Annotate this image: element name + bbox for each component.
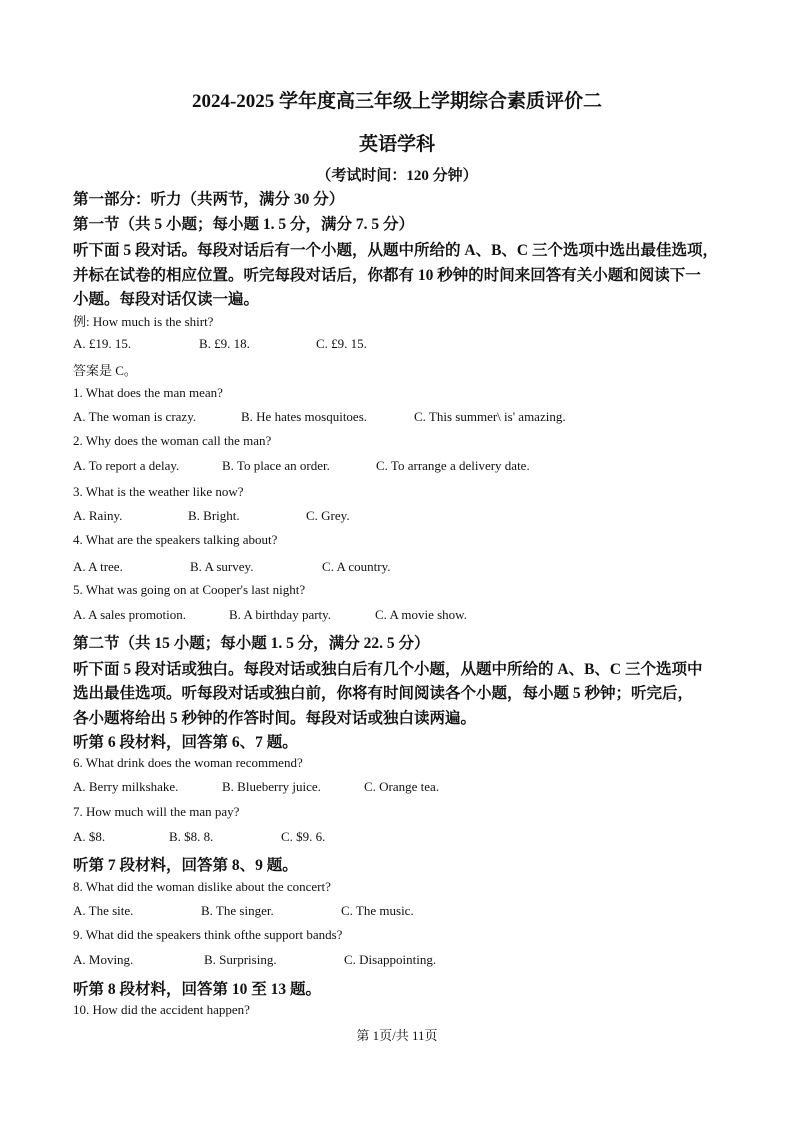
option: C. A movie show. (375, 607, 467, 622)
question: 9. What did the speakers think ofthe support bands? (73, 927, 343, 942)
question: 8. What did the woman dislike about the concert? (73, 879, 331, 894)
option: C. £9. 15. (316, 336, 367, 351)
option: C. To arrange a delivery date. (376, 458, 530, 473)
question: 10. How did the accident happen? (73, 1002, 250, 1017)
option: C. $9. 6. (281, 829, 326, 844)
option: B. He hates mosquitoes. (241, 409, 368, 424)
question: 4. What are the speakers talking about? (73, 532, 278, 547)
example-answer: 答案是 C。 (73, 363, 137, 378)
option: C. The music. (341, 903, 414, 918)
section1-instruction-line: 并标在试卷的相应位置。听完每段对话后，你都有 10 秒钟的时间来回答有关小题和阅读下一 (73, 267, 701, 284)
material-heading: 听第 6 段材料，回答第 6、7 题。 (73, 734, 298, 751)
option: C. This summer\ is' amazing. (414, 409, 566, 424)
option: C. Disappointing. (344, 952, 437, 967)
section1-instruction-line: 听下面 5 段对话。每段对话后有一个小题，从题中所给的 A、B、C 三个选项中选出最佳选项， (73, 242, 718, 259)
example-question: 例: How much is the shirt? (73, 314, 214, 329)
option: B. A birthday party. (229, 607, 332, 622)
question: 3. What is the weather like now? (73, 484, 244, 499)
section2-instruction-line: 听下面 5 段对话或独白。每段对话或独白后有几个小题，从题中所给的 A、B、C 三个选项中 (73, 661, 703, 678)
exam-time: （考试时间：120 分钟） (316, 168, 478, 184)
option: A. £19. 15. (73, 336, 132, 351)
option: A. Moving. (73, 952, 134, 967)
section1-instruction-line: 小题。每段对话仅读一遍。 (73, 291, 260, 308)
option: C. Orange tea. (364, 779, 440, 794)
option: A. $8. (73, 829, 106, 844)
option: C. Grey. (306, 508, 350, 523)
option: A. Berry milkshake. (73, 779, 179, 794)
option: A. A sales promotion. (73, 607, 187, 622)
question: 5. What was going on at Cooper's last night? (73, 582, 306, 597)
question: 1. What does the man mean? (73, 385, 223, 400)
section2-instruction-line: 选出最佳选项。听每段对话或独白前，你将有时间阅读各个小题，每小题 5 秒钟；听完后， (73, 685, 694, 702)
option: B. £9. 18. (199, 336, 250, 351)
section2-heading: 第二节（共 15 小题；每小题 1. 5 分，满分 22. 5 分） (73, 635, 430, 652)
option: A. The woman is crazy. (73, 409, 197, 424)
part1-heading: 第一部分：听力（共两节，满分 30 分） (73, 191, 345, 208)
material-heading: 听第 8 段材料，回答第 10 至 13 题。 (73, 981, 322, 998)
subject-title: 英语学科 (358, 134, 435, 155)
option: B. To place an order. (222, 458, 330, 473)
question: 2. Why does the woman call the man? (73, 433, 272, 448)
option: B. $8. 8. (169, 829, 214, 844)
option: C. A country. (322, 559, 391, 574)
material-heading: 听第 7 段材料，回答第 8、9 题。 (73, 857, 298, 874)
option: A. To report a delay. (73, 458, 180, 473)
option: B. Surprising. (204, 952, 277, 967)
question: 7. How much will the man pay? (73, 804, 240, 819)
option: A. Rainy. (73, 508, 123, 523)
page-number: 第 1页/共 11页 (356, 1028, 438, 1043)
section1-heading: 第一节（共 5 小题；每小题 1. 5 分，满分 7. 5 分） (73, 216, 415, 233)
option: B. Blueberry juice. (222, 779, 321, 794)
option: A. The site. (73, 903, 134, 918)
option: B. Bright. (188, 508, 240, 523)
exam-title: 2024-2025 学年度高三年级上学期综合素质评价二 (191, 91, 603, 112)
question: 6. What drink does the woman recommend? (73, 755, 303, 770)
option: B. A survey. (190, 559, 254, 574)
section2-instruction-line: 各小题将给出 5 秒钟的作答时间。每段对话或独白读两遍。 (73, 710, 477, 727)
option: B. The singer. (201, 903, 274, 918)
option: A. A tree. (73, 559, 123, 574)
